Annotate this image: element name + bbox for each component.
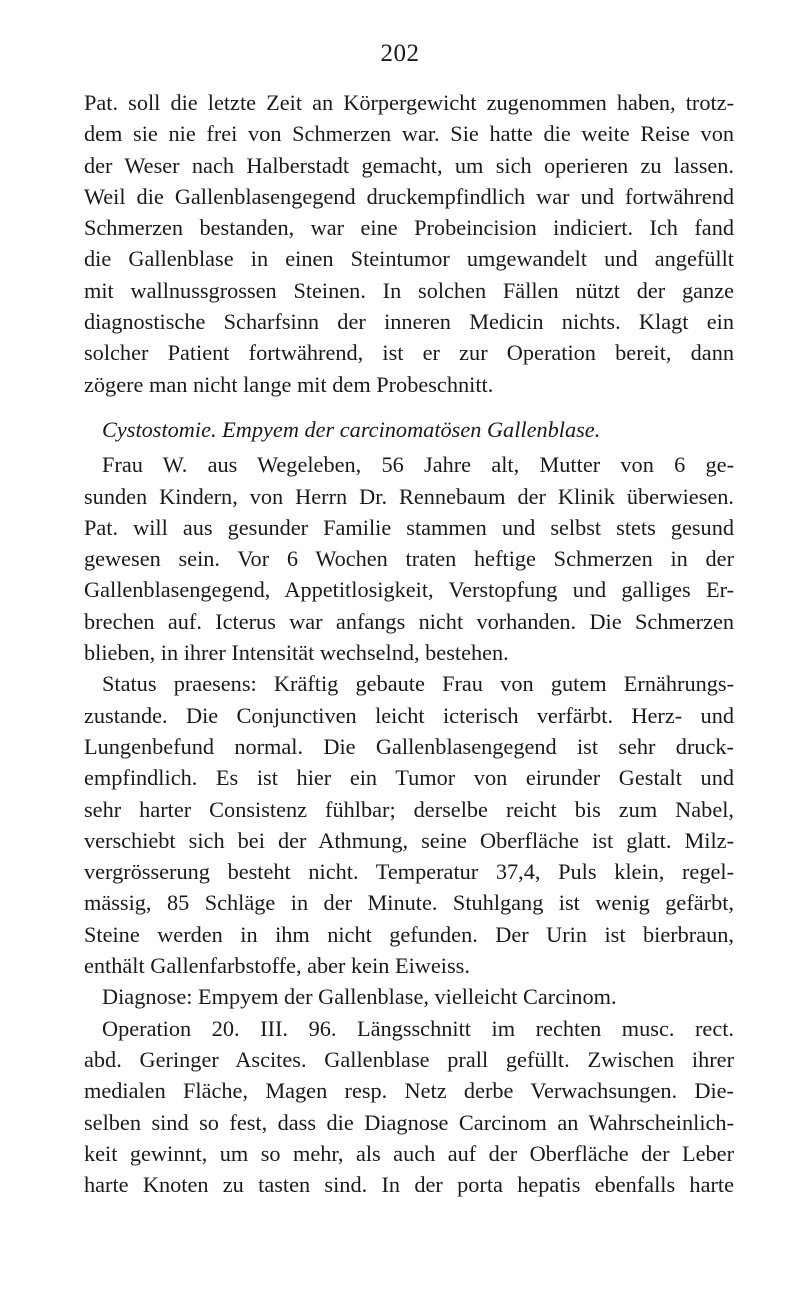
text-line: Steine werden in ihm nicht gefunden. Der Urin ist bierbraun, [84, 921, 734, 947]
text-line: mässig, 85 Schläge in der Minute. Stuhlgang ist wenig gefärbt, [84, 890, 734, 916]
text-line: Schmerzen bestanden, war eine Probeincision indiciert. Ich fand [84, 215, 734, 241]
paragraph-history [84, 449, 734, 668]
text-line: Frau W. aus Wegeleben, 56 Jahre alt, Mutter von 6 ge- [102, 452, 734, 478]
text-line: empfindlich. Es ist hier ein Tumor von eirunder Gestalt und [84, 765, 734, 791]
text-line: Pat. will aus gesunder Familie stammen und selbst stets gesund [84, 514, 734, 540]
text-line: harte Knoten zu tasten sind. In der porta hepatis ebenfalls harte [84, 1172, 734, 1198]
text-line: diagnostische Scharfsinn der inneren Medicin nichts. Klagt ein [84, 309, 734, 335]
text-line: mit wallnussgrossen Steinen. In solchen Fällen nützt der ganze [84, 277, 734, 303]
section-gap [84, 400, 734, 414]
paragraph-diagnosis [84, 981, 734, 1012]
text-line: Pat. soll die letzte Zeit an Körpergewicht zugenommen haben, trotz- [84, 90, 734, 115]
paragraph-case-continuation [84, 87, 734, 400]
text-line: blieben, in ihrer Intensität wechselnd, bestehen. [84, 640, 509, 666]
text-line: enthält Gallenfarbstoffe, aber kein Eiweiss. [84, 953, 470, 979]
text-line: solcher Patient fortwährend, ist er zur Operation bereit, dann [84, 340, 734, 366]
text-line: keit gewinnt, um so mehr, als auch auf der Oberfläche der Leber [84, 1140, 734, 1166]
paragraph-operation [84, 1013, 734, 1201]
text-line: Gallenblasengegend, Appetitlosigkeit, Verstopfung und galliges Er- [84, 577, 734, 603]
body-text [84, 87, 734, 1200]
text-line: die Gallenblase in einen Steintumor umgewandelt und angefüllt [84, 246, 734, 272]
text-line: Status praesens: Kräftig gebaute Frau von gutem Ernährungs- [102, 671, 734, 697]
paragraph-status-praesens [84, 668, 734, 981]
text-line: Operation 20. III. 96. Längsschnitt im rechten musc. rect. [102, 1015, 734, 1041]
text-line: gewesen sein. Vor 6 Wochen traten heftige Schmerzen in der [84, 546, 734, 572]
text-line: zustande. Die Conjunctiven leicht icterisch verfärbt. Herz- und [84, 702, 734, 728]
text-line: Weil die Gallenblasengegend druckempfindlich war und fortwährend [84, 183, 734, 209]
text-line: der Weser nach Halberstadt gemacht, um sich operieren zu lassen. [84, 152, 734, 178]
text-line: dem sie nie frei von Schmerzen war. Sie hatte die weite Reise von [84, 121, 734, 147]
page-number: 202 [380, 40, 420, 67]
case-heading: Cystostomie. Empyem der carcinomatösen Gallenblase. [102, 416, 601, 442]
text-line: selben sind so fest, dass die Diagnose Carcinom an Wahrscheinlich- [84, 1109, 734, 1135]
text-line: medialen Fläche, Magen resp. Netz derbe Verwachsungen. Die- [84, 1078, 734, 1104]
text-line: vergrösserung besteht nicht. Temperatur 37,4, Puls klein, regel- [84, 859, 734, 885]
text-line: abd. Geringer Ascites. Gallenblase prall gefüllt. Zwischen ihrer [84, 1046, 734, 1072]
text-line: Diagnose: Empyem der Gallenblase, vielleicht Carcinom. [102, 984, 617, 1010]
text-line: sunden Kindern, von Herrn Dr. Rennebaum der Klinik überwiesen. [84, 483, 734, 509]
text-line: sehr harter Consistenz fühlbar; derselbe reicht bis zum Nabel, [84, 796, 734, 822]
text-line: brechen auf. Icterus war anfangs nicht vorhanden. Die Schmerzen [84, 608, 734, 634]
text-line: Lungenbefund normal. Die Gallenblasengegend ist sehr druck- [84, 733, 734, 759]
text-line: zögere man nicht lange mit dem Probeschnitt. [84, 371, 494, 397]
text-line: verschiebt sich bei der Athmung, seine Oberfläche ist glatt. Milz- [84, 827, 734, 853]
